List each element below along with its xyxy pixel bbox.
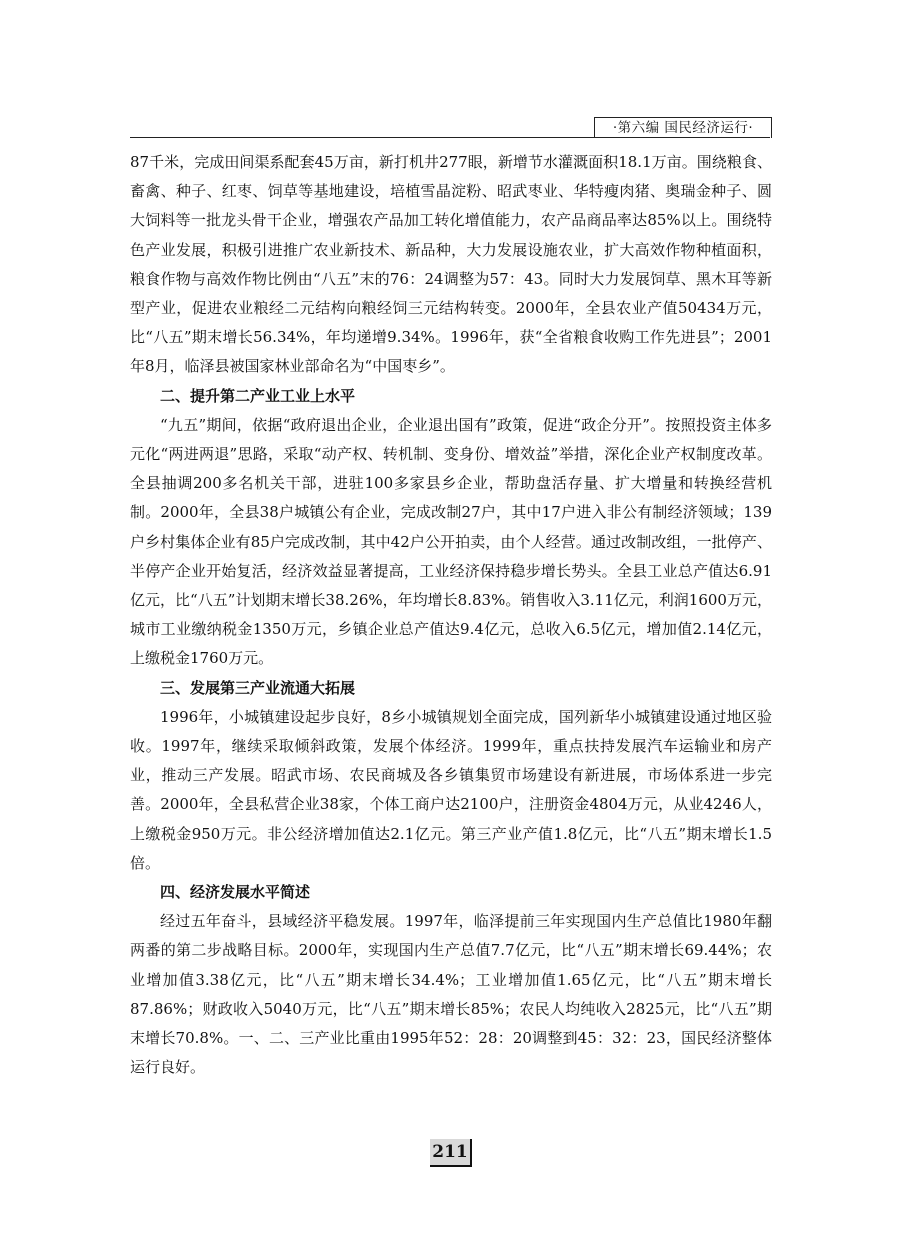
section-heading-secondary-industry: 二、提升第二产业工业上水平 xyxy=(160,386,356,405)
paragraph-continued: 87千米，完成田间渠系配套45万亩，新打机井277眼，新增节水灌溉面积18.1万亩。围绕粮食、畜禽、种子、红枣、饲草等基地建设，培植雪晶淀粉、昭武枣业、华特瘦肉猪、奥瑞金种子、圆大饲料等一批龙头骨干企业，增强农产品加工转化增值能力，农产品商品率达85%以上。围绕特色产业发展，积极引进推广农业新技术、新品种，大力发展设施农业，扩大高效作物种植面积，粮食作物与高效作物比例由“八五”末的76：24调整为57：43。同时大力发展饲草、黑木耳等新型产业，促进农业粮经二元结构向粮经饲三元结构转变。2000年，全县农业产值50434万元，比“八五”期末增长56.34%，年均递增9.34%。1996年，获“全省粮食收购工作先进县”；2001年8月，临泽县被国家林业部命名为“中国枣乡”。 xyxy=(130,153,772,376)
body-text xyxy=(130,148,772,1083)
page-number: 211 xyxy=(430,1139,472,1167)
paragraph-tertiary-industry: 1996年，小城镇建设起步良好，8乡小城镇规划全面完成，国列新华小城镇建设通过地区验收。1997年，继续采取倾斜政策，发展个体经济。1999年，重点扶持发展汽车运输业和房产业，推动三产发展。昭武市场、农民商城及各乡镇集贸市场建设有新进展，市场体系进一步完善。2000年，全县私营企业38家，个体工商户达2100户，注册资金4804万元，从业4246人，上缴税金950万元。非公经济增加值达2.1亿元。第三产业产值1.8亿元，比“八五”期末增长1.5倍。 xyxy=(130,707,772,872)
section-heading-tertiary-industry: 三、发展第三产业流通大拓展 xyxy=(160,678,356,697)
paragraph-economic-summary: 经过五年奋斗，县域经济平稳发展。1997年，临泽提前三年实现国内生产总值比1980年翻两番的第二步战略目标。2000年，实现国内生产总值7.7亿元，比“八五”期末增长69.44%；农业增加值3.38亿元，比“八五”期末增长34.4%；工业增加值1.65亿元，比“八五”期末增长87.86%；财政收入5040万元，比“八五”期末增长85%；农民人均纯收入2825元，比“八五”期末增长70.8%。一、二、三产业比重由1995年52：28：20调整到45：32：23，国民经济整体运行良好。 xyxy=(130,912,772,1077)
running-header: ·第六编 国民经济运行· xyxy=(594,117,772,138)
paragraph-secondary-industry: “九五”期间，依据“政府退出企业，企业退出国有”政策，促进“政企分开”。按照投资主体多元化“两进两退”思路，采取“动产权、转机制、变身份、增效益”举措，深化企业产权制度改革。全县抽调200多名机关干部，进驻100多家县乡企业，帮助盘活存量、扩大增量和转换经营机制。2000年，全县38户城镇公有企业，完成改制27户，其中17户进入非公有制经济领域；139户乡村集体企业有85户完成改制，其中42户公开拍卖，由个人经营。通过改制改组，一批停产、半停产企业开始复活，经济效益显著提高，工业经济保持稳步增长势头。全县工业总产值达6.91亿元，比“八五”计划期末增长38.26%，年均增长8.83%。销售收入3.11亿元，利润1600万元，城市工业缴纳税金1350万元，乡镇企业总产值达9.4亿元，总收入6.5亿元，增加值2.14亿元，上缴税金1760万元。 xyxy=(130,415,772,668)
header-rule xyxy=(130,137,770,138)
section-heading-economic-summary: 四、经济发展水平简述 xyxy=(160,883,311,902)
